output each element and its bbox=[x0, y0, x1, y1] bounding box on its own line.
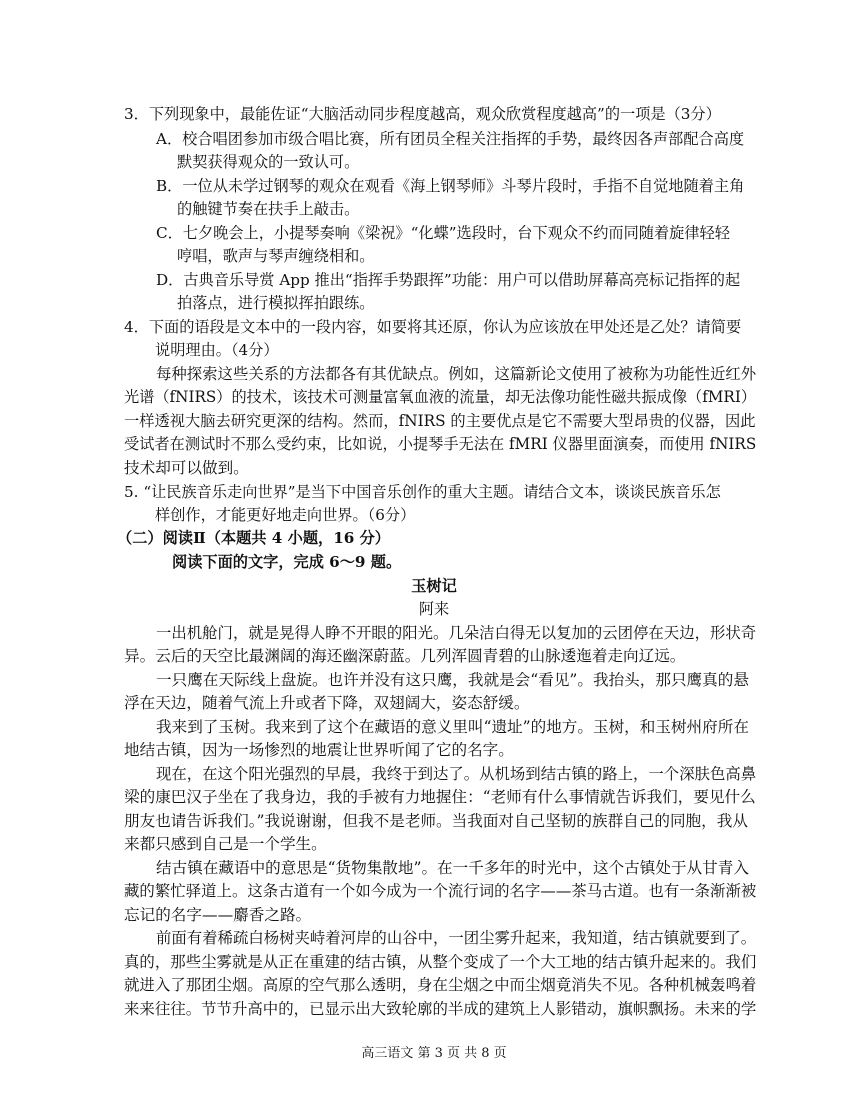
q3-option-b-line2: 的触键节奏在扶手上敲击。 bbox=[177, 200, 360, 218]
article-line: 一出机舱门，就是晃得人睁不开眼的阳光。几朵洁白得无以复加的云团停在天边，形状奇 bbox=[156, 624, 757, 642]
article-line: 异。云后的天空比最渊阔的海还幽深蔚蓝。几列浑圆青碧的山脉逶迤着走向辽远。 bbox=[124, 647, 686, 665]
article-title: 玉树记 bbox=[411, 577, 457, 595]
article-line: 地结古镇，因为一场惨烈的地震让世界听闻了它的名字。 bbox=[124, 741, 514, 759]
q3-option-a-line1: A．校合唱团参加市级合唱比赛，所有团员全程关注指挥的手势，最终因各声部配合高度 bbox=[156, 130, 745, 148]
q3-option-a-line2: 默契获得观众的一致认可。 bbox=[177, 153, 360, 171]
section-heading: （二）阅读Ⅱ（本题共 4 小题，16 分） bbox=[117, 529, 390, 547]
q4-stem-line2: 说明理由。（4分） bbox=[155, 341, 279, 359]
q3-option-b-line1: B．一位从未学过钢琴的观众在观看《海上钢琴师》斗琴片段时，手指不自觉地随着主角 bbox=[156, 177, 745, 195]
q5-stem-line2: 样创作，才能更好地走向世界。（6分） bbox=[155, 506, 416, 524]
q4-passage-line: 光谱（fNIRS）的技术，该技术可测量富氧血液的流量，却无法像功能性磁共振成像（fMRI） bbox=[124, 388, 757, 406]
article-author: 阿来 bbox=[418, 600, 450, 618]
article-line: 结古镇在藏语中的意思是“货物集散地”。在一千多年的时光中，这个古镇处于从甘青入 bbox=[156, 859, 749, 877]
article-line: 浮在天边，随着气流上升或者下降，双翅阔大，姿态舒缓。 bbox=[124, 694, 530, 712]
q4-passage-line: 一样透视大脑去研究更深的结构。然而，fNIRS 的主要优点是它不需要大型昂贵的仪器，因此 bbox=[124, 412, 756, 430]
article-line: 忘记的名字——麝香之路。 bbox=[124, 906, 312, 924]
article-line: 来都只感到自己是一个学生。 bbox=[124, 835, 327, 853]
section-instruction: 阅读下面的文字，完成 6～9 题。 bbox=[172, 553, 402, 571]
q4-stem-line1: 4．下面的语段是文本中的一段内容，如要将其还原，你认为应该放在甲处还是乙处？请简要 bbox=[124, 318, 742, 336]
article-line: 来来往往。节节升高中的，已显示出大致轮廓的半成的建筑上人影错动，旗帜飘扬。未来的学 bbox=[124, 1000, 757, 1018]
article-line: 朋友也请告诉我们。”我说谢谢，但我不是老师。当我面对自己坚韧的族群自己的同胞，我从 bbox=[124, 812, 748, 830]
article-line: 真的，那些尘雾就是从正在重建的结古镇，从整个变成了一个大工地的结古镇升起来的。我们 bbox=[124, 953, 757, 971]
article-line: 我来到了玉树。我来到了这个在藏语的意义里叫“遗址”的地方。玉树，和玉树州府所在 bbox=[156, 718, 749, 736]
q3-option-c-line2: 哼唱，歌声与琴声缠绕相和。 bbox=[177, 247, 375, 265]
q4-passage-line: 每种探索这些关系的方法都各有其优缺点。例如，这篇新论文使用了被称为功能性近红外 bbox=[156, 365, 757, 383]
article-line: 现在，在这个阳光强烈的早晨，我终于到达了。从机场到结古镇的路上，一个深肤色高鼻 bbox=[156, 765, 757, 783]
article-line: 梁的康巴汉子坐在了我身边，我的手被有力地握住：“老师有什么事情就告诉我们，要见什么 bbox=[124, 788, 756, 806]
q4-passage-line: 受试者在测试时不那么受约束，比如说，小提琴手无法在 fMRI 仪器里面演奏，而使用 fNIRS bbox=[124, 435, 757, 453]
article-line: 一只鹰在天际线上盘旋。也许并没有这只鹰，我就是会“看见”。我抬头，那只鹰真的悬 bbox=[156, 671, 749, 689]
q3-stem: 3．下列现象中，最能佐证“大脑活动同步程度越高，观众欣赏程度越高”的一项是（3分） bbox=[124, 105, 721, 123]
article-line: 藏的繁忙驿道上。这条古道有一个如今成为一个流行词的名字——茶马古道。也有一条渐渐被 bbox=[124, 882, 757, 900]
q3-option-c-line1: C．七夕晚会上，小提琴奏响《梁祝》“化蝶”选段时，台下观众不约而同随着旋律轻轻 bbox=[156, 224, 730, 242]
page-footer: 高三语文 第 3 页 共 8 页 bbox=[361, 1046, 507, 1061]
q3-option-d-line1: D．古典音乐导赏 App 推出“指挥手势跟挥”功能：用户可以借助屏幕高亮标记指挥的起 bbox=[156, 271, 741, 289]
q5-stem-line1: 5. “让民族音乐走向世界”是当下中国音乐创作的重大主题。请结合文本，谈谈民族音乐怎 bbox=[124, 483, 721, 501]
q3-option-d-line2: 拍落点，进行模拟挥拍跟练。 bbox=[177, 294, 375, 312]
q4-passage-line: 技术却可以做到。 bbox=[124, 459, 249, 477]
article-line: 就进入了那团尘烟。高原的空气那么透明，身在尘烟之中而尘烟竟消失不见。各种机械轰鸣着 bbox=[124, 976, 757, 994]
article-line: 前面有着稀疏白杨树夹峙着河岸的山谷中，一团尘雾升起来，我知道，结古镇就要到了。 bbox=[156, 929, 757, 947]
